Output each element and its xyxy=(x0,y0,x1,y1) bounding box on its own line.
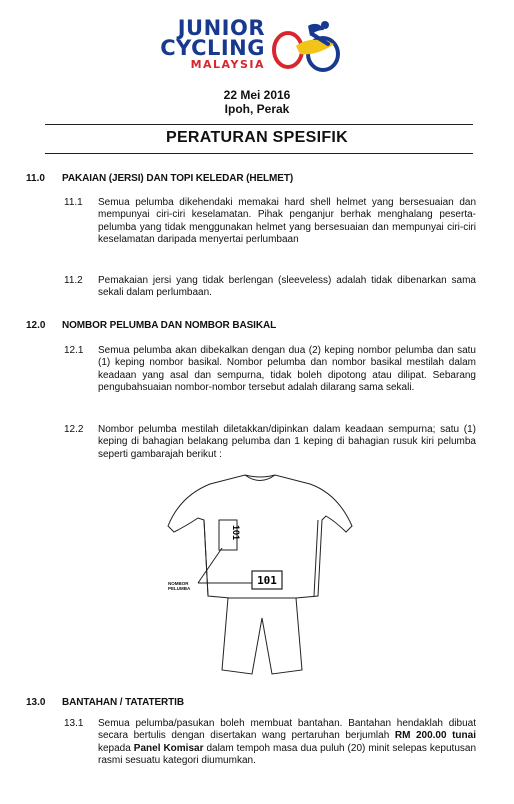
item-number: 11.1 xyxy=(64,197,83,208)
shorts-outline xyxy=(222,598,302,674)
section-title: BANTAHAN / TATATERTIB xyxy=(62,697,184,708)
section-number: 12.0 xyxy=(26,320,46,331)
shirt-left-seam xyxy=(204,520,208,596)
logo-line-junior: JUNIOR xyxy=(177,16,265,40)
item-text-part: dalam tempoh masa dua puluh (20) minit selepas keputusan rasmi sesuatu kategori diumumkan. xyxy=(98,742,476,767)
item-number: 12.1 xyxy=(64,345,84,356)
item-paragraph: Semua pelumba dikehendaki memakai hard shell helmet yang bersesuaian dan mempunyai ciri-ciri keselamatan. Pihak penganjur berhak menghalang peserta-pelumba yang tidak menggunakan helmet yang bersesuaian dan mempunyai ciri-ciri keselamatan daripada menyertai perlumbaan xyxy=(98,197,476,246)
back-number-text: 101 xyxy=(257,574,277,587)
item-paragraph: Nombor pelumba mestilah diletakkan/dipinkan dalam keadaan sempurna; satu (1) keping di bahagian belakang pelumba dan 1 keping di bahagian rusuk kiri pelumba seperti gambarajah berikut : xyxy=(98,424,476,460)
item-text-part: Semua pelumba/pasukan boleh membuat bantahan. Bantahan hendaklah dibuat secara bertulis dengan disertakan wang pertaruhan berjumlah xyxy=(98,718,476,742)
diagram-label xyxy=(168,581,190,591)
item-number: 13.1 xyxy=(64,718,84,729)
item-paragraph xyxy=(98,718,476,768)
section-number: 13.0 xyxy=(26,697,46,708)
item-text xyxy=(98,345,476,395)
cyclist-wheels-icon xyxy=(268,16,348,76)
jersey-diagram xyxy=(160,470,360,685)
item-text xyxy=(98,197,476,247)
item-paragraph: Pemakaian jersi yang tidak berlengan (sleeveless) adalah tidak dibenarkan sama sekali dalam perlumbaan. xyxy=(98,275,476,299)
section-title: PAKAIAN (JERSI) DAN TOPI KELEDAR (HELMET) xyxy=(62,173,294,184)
item-number: 11.2 xyxy=(64,275,83,286)
title-rule-bottom xyxy=(45,153,473,154)
pointer-line-side xyxy=(198,548,222,583)
item-text xyxy=(98,424,476,461)
event-location: Ipoh, Perak xyxy=(224,102,290,116)
item-text xyxy=(98,718,476,768)
logo-line-cycling: CYCLING xyxy=(160,36,265,60)
shirt-right-seam xyxy=(314,520,318,596)
section-title: NOMBOR PELUMBA DAN NOMBOR BASIKAL xyxy=(62,320,277,331)
logo-line-malaysia: MALAYSIA xyxy=(190,58,265,71)
item-text-part: kepada xyxy=(98,742,134,754)
item-text-bold-amount: RM 200.00 tunai xyxy=(394,730,476,742)
page-title: PERATURAN SPESIFIK xyxy=(165,129,348,146)
title-rule-top xyxy=(45,124,473,125)
side-number-text: 101 xyxy=(231,525,241,541)
item-text xyxy=(98,275,476,300)
event-date: 22 Mei 2016 xyxy=(223,88,291,102)
logo-wordmark xyxy=(155,18,265,72)
diagram-label-line2: PELUMBA xyxy=(168,586,191,591)
diagram-label-line1: NOMBOR xyxy=(168,581,189,586)
section-number: 11.0 xyxy=(26,173,45,184)
item-paragraph: Semua pelumba akan dibekalkan dengan dua (2) keping nombor pelumba dan satu (1) keping nombor basikal. Nombor pelumba dan nombor basikal mestilah dalam keadaan yang asal dan sempurna, tidak boleh dipotong atau dilipat. Sebarang pengubahsuaian nombor-nombor tersebut adalah dilarang sama sekali. xyxy=(98,345,476,394)
item-text-bold-panel: Panel Komisar xyxy=(133,742,204,754)
item-number: 12.2 xyxy=(64,424,84,435)
